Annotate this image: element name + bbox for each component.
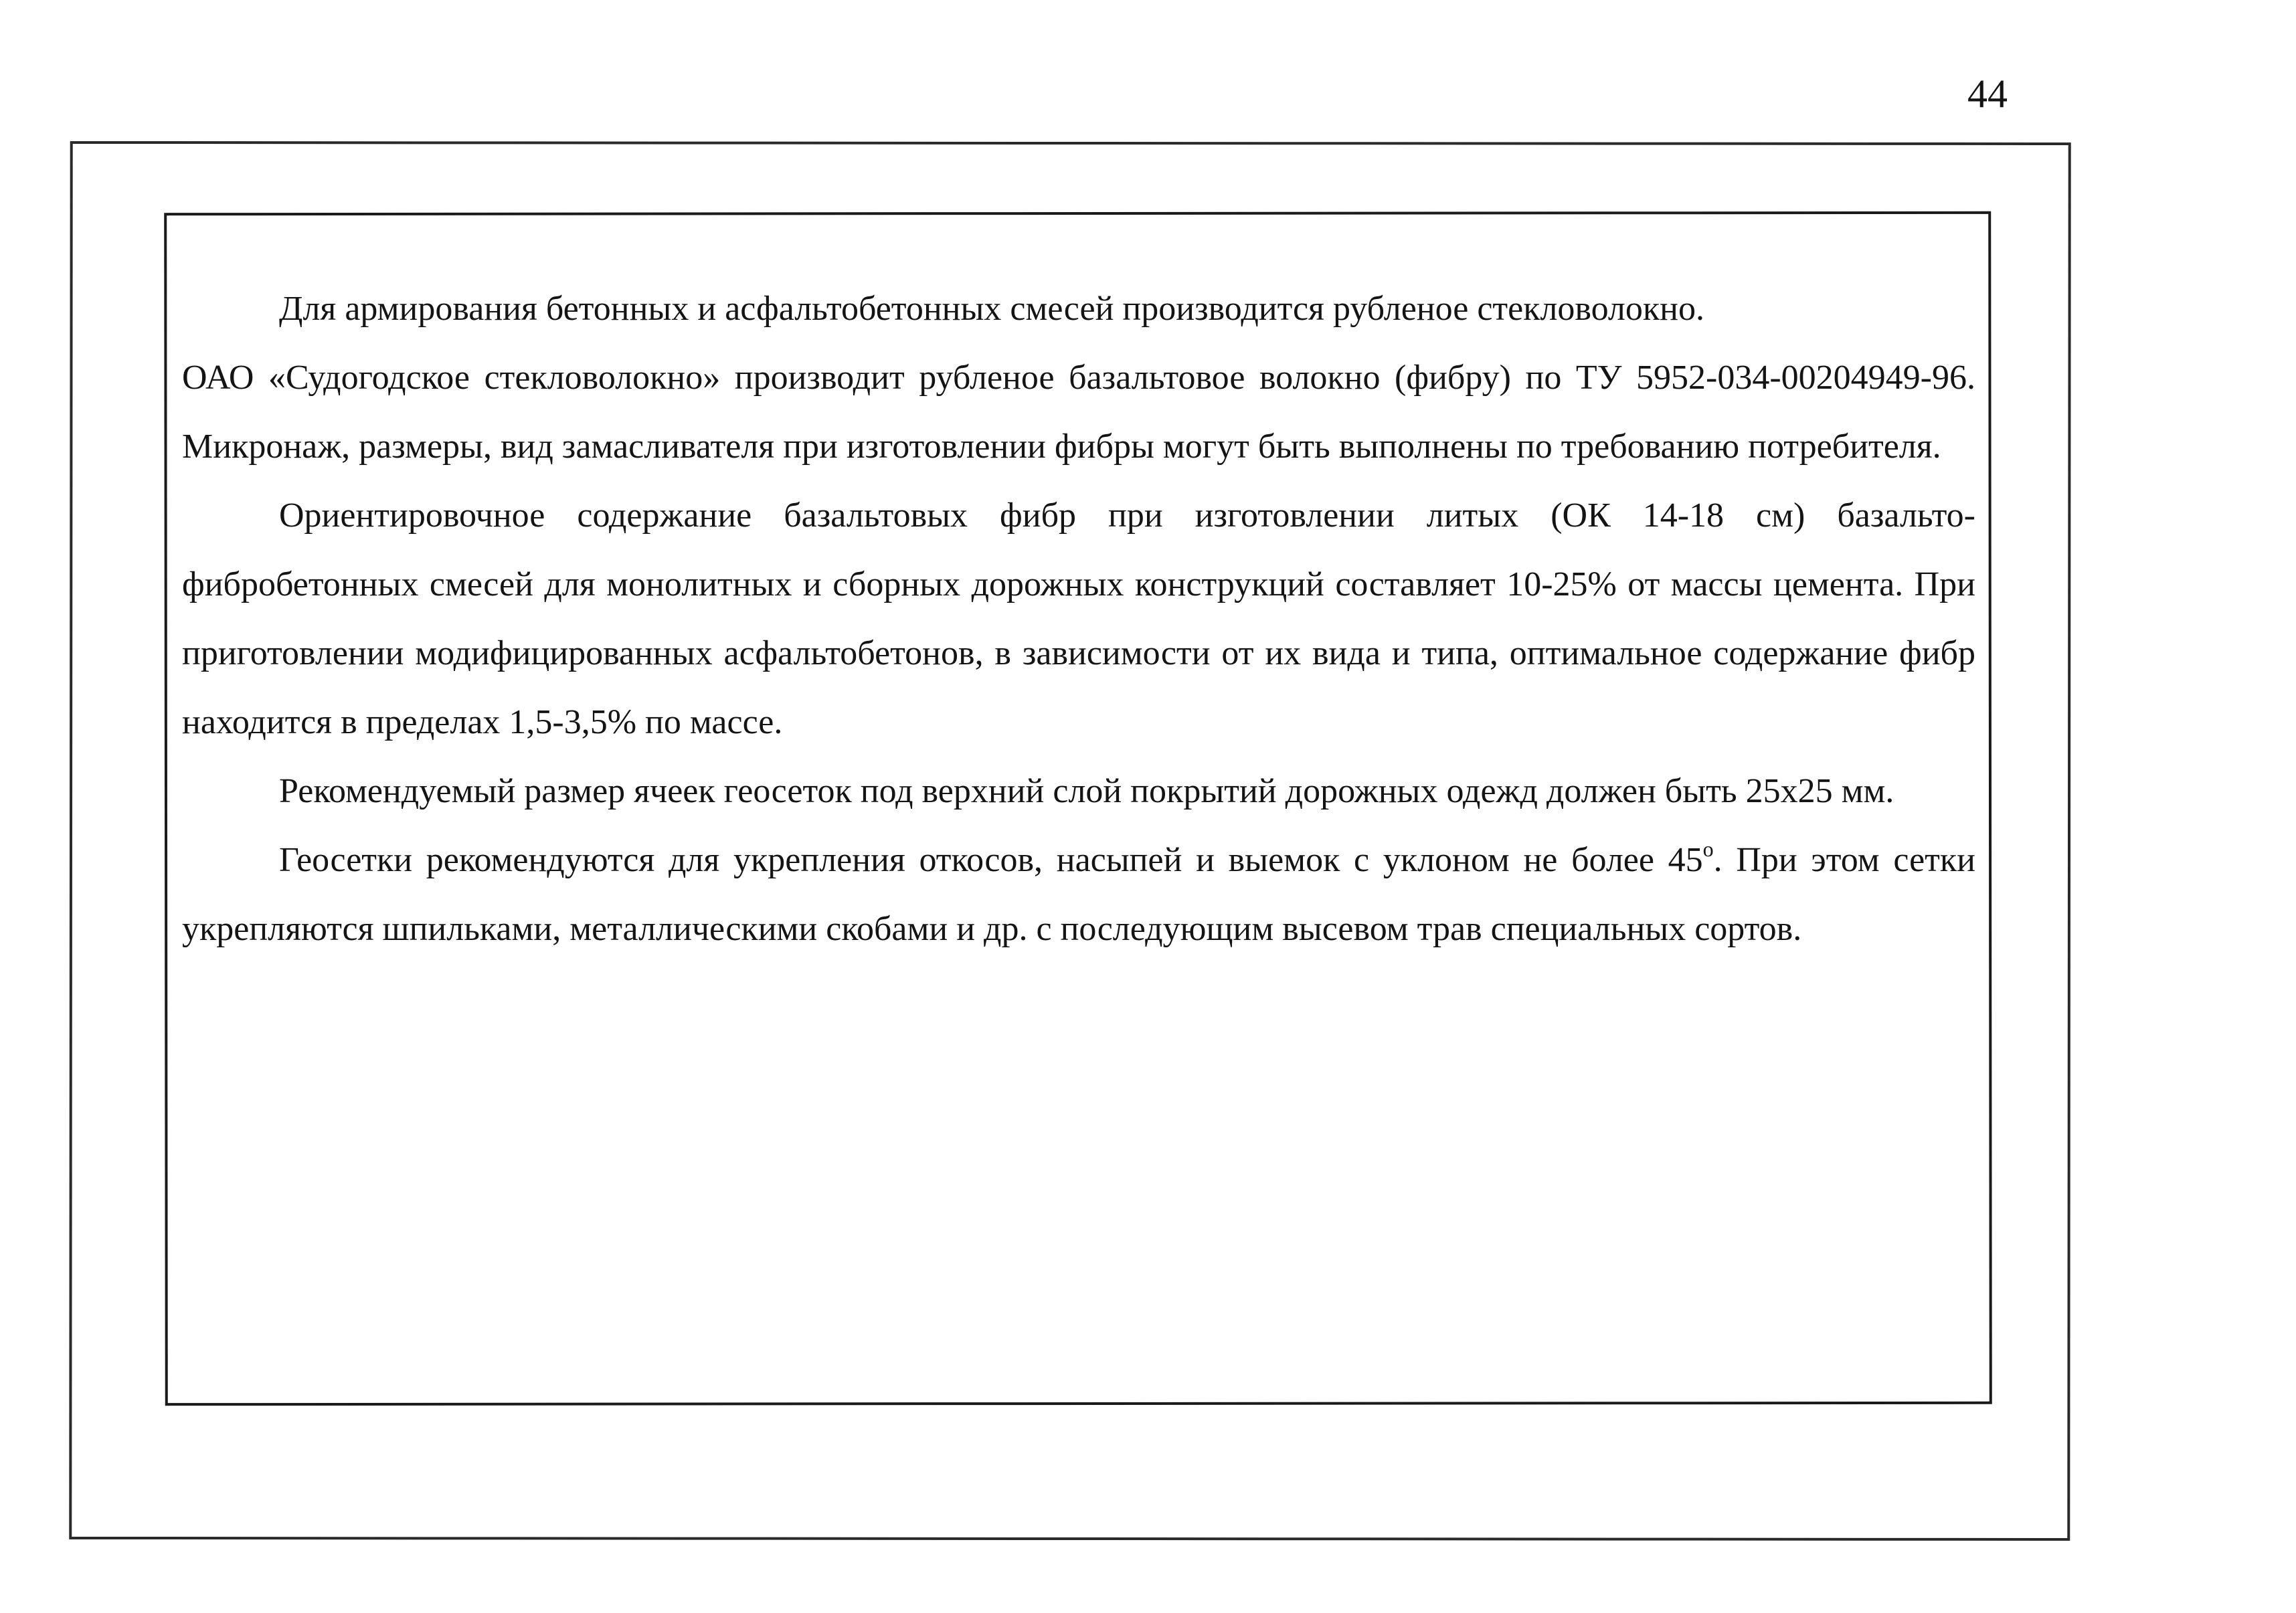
paragraph-4 (182, 826, 1975, 963)
document-body (182, 274, 1975, 963)
paragraph-4-end: . При этом сетки укрепляются шпильками, металлическими скобами и др. с последующим высевом трав специальных сортов. (182, 841, 1976, 948)
page-number: 44 (1967, 72, 2008, 116)
paragraph-2: Ориентировочное содержание базальтовых фибр при изготовлении литых (ОК 14-18 см) базальто-фибробетонных смесей для монолитных и сборных дорожных конструкций составляет 10-25% от массы цемента. При приготовлении модифицированных асфальтобетонов, в зависимости от их вида и типа, оптимальное содержание фибр находится в пределах 1,5-3,5% по массе. (182, 496, 1975, 741)
paragraph-4-start: Геосетки рекомендуются для укрепления откосов, насыпей и выемок с уклоном не более 45 (279, 841, 1703, 879)
paragraph-1-intro: Для армирования бетонных и асфальтобетонных смесей производится рубленое стекловолокно. (279, 290, 1704, 328)
degree-mark: о (1702, 837, 1714, 861)
paragraph-3: Рекомендуемый размер ячеек геосеток под верхний слой покрытий дорожных одежд должен быть 25х25 мм. (279, 772, 1894, 810)
paragraph-1-body: ОАО «Судогодское стекловолокно» производит рубленое базальтовое волокно (фибру) по ТУ 5952-034-00204949-96. Микронаж, размеры, вид замасливателя при изготовлении фибры могут быть выполнены по требованию потребителя. (182, 359, 1975, 466)
